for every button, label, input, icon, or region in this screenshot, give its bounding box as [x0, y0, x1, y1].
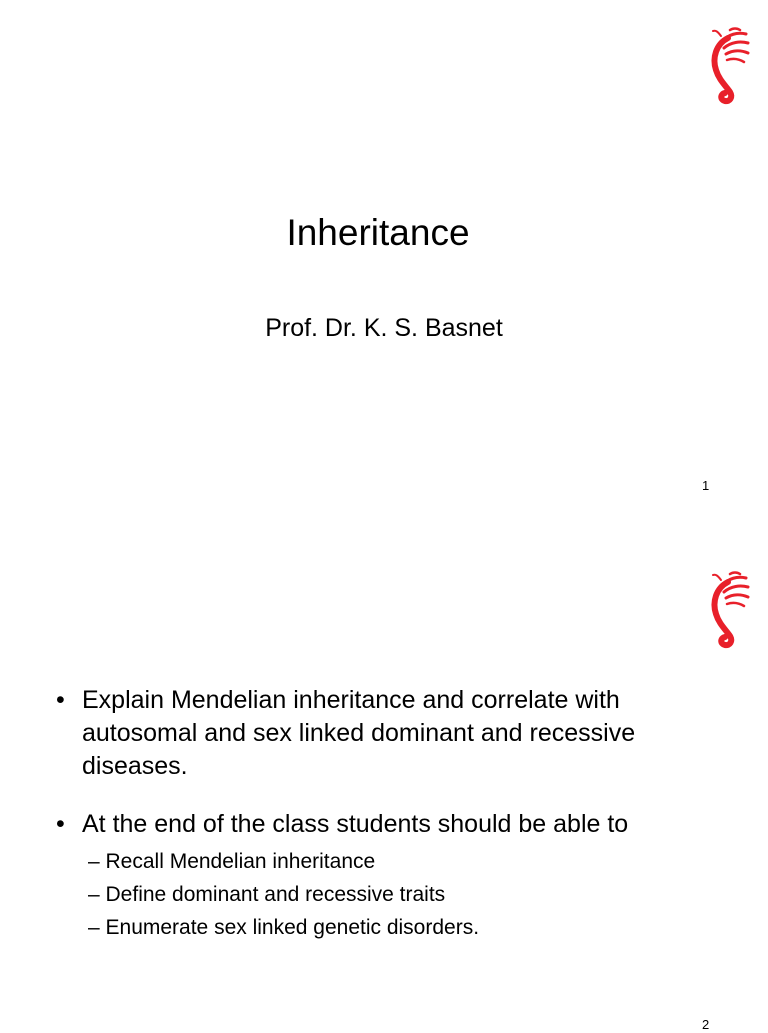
objective-bullet: [56, 808, 716, 944]
learning-outcome-item: – Define dominant and recessive traits: [88, 883, 446, 906]
learning-outcome-item: – Recall Mendelian inheritance: [88, 850, 376, 873]
bullet-text: At the end of the class students should be able to: [82, 810, 629, 838]
page-number: 2: [702, 1017, 710, 1032]
learning-outcome-item: – Enumerate sex linked genetic disorders.: [88, 916, 480, 939]
slide-title: Inheritance: [286, 212, 470, 253]
page-number: 1: [702, 478, 710, 493]
ganesh-swirl-logo-icon: [706, 26, 750, 106]
bullet-marker: •: [56, 810, 65, 838]
bullet-marker: •: [56, 686, 65, 714]
learning-outcomes-list: [88, 845, 716, 944]
author-name: Prof. Dr. K. S. Basnet: [265, 314, 503, 342]
objectives-list: [56, 684, 716, 969]
ganesh-swirl-logo-icon: [706, 570, 750, 650]
objective-bullet: [56, 684, 716, 783]
slide-2: [0, 536, 768, 1032]
bullet-text: Explain Mendelian inheritance and correlate with autosomal and sex linked dominant and recessive diseases.: [82, 686, 636, 780]
